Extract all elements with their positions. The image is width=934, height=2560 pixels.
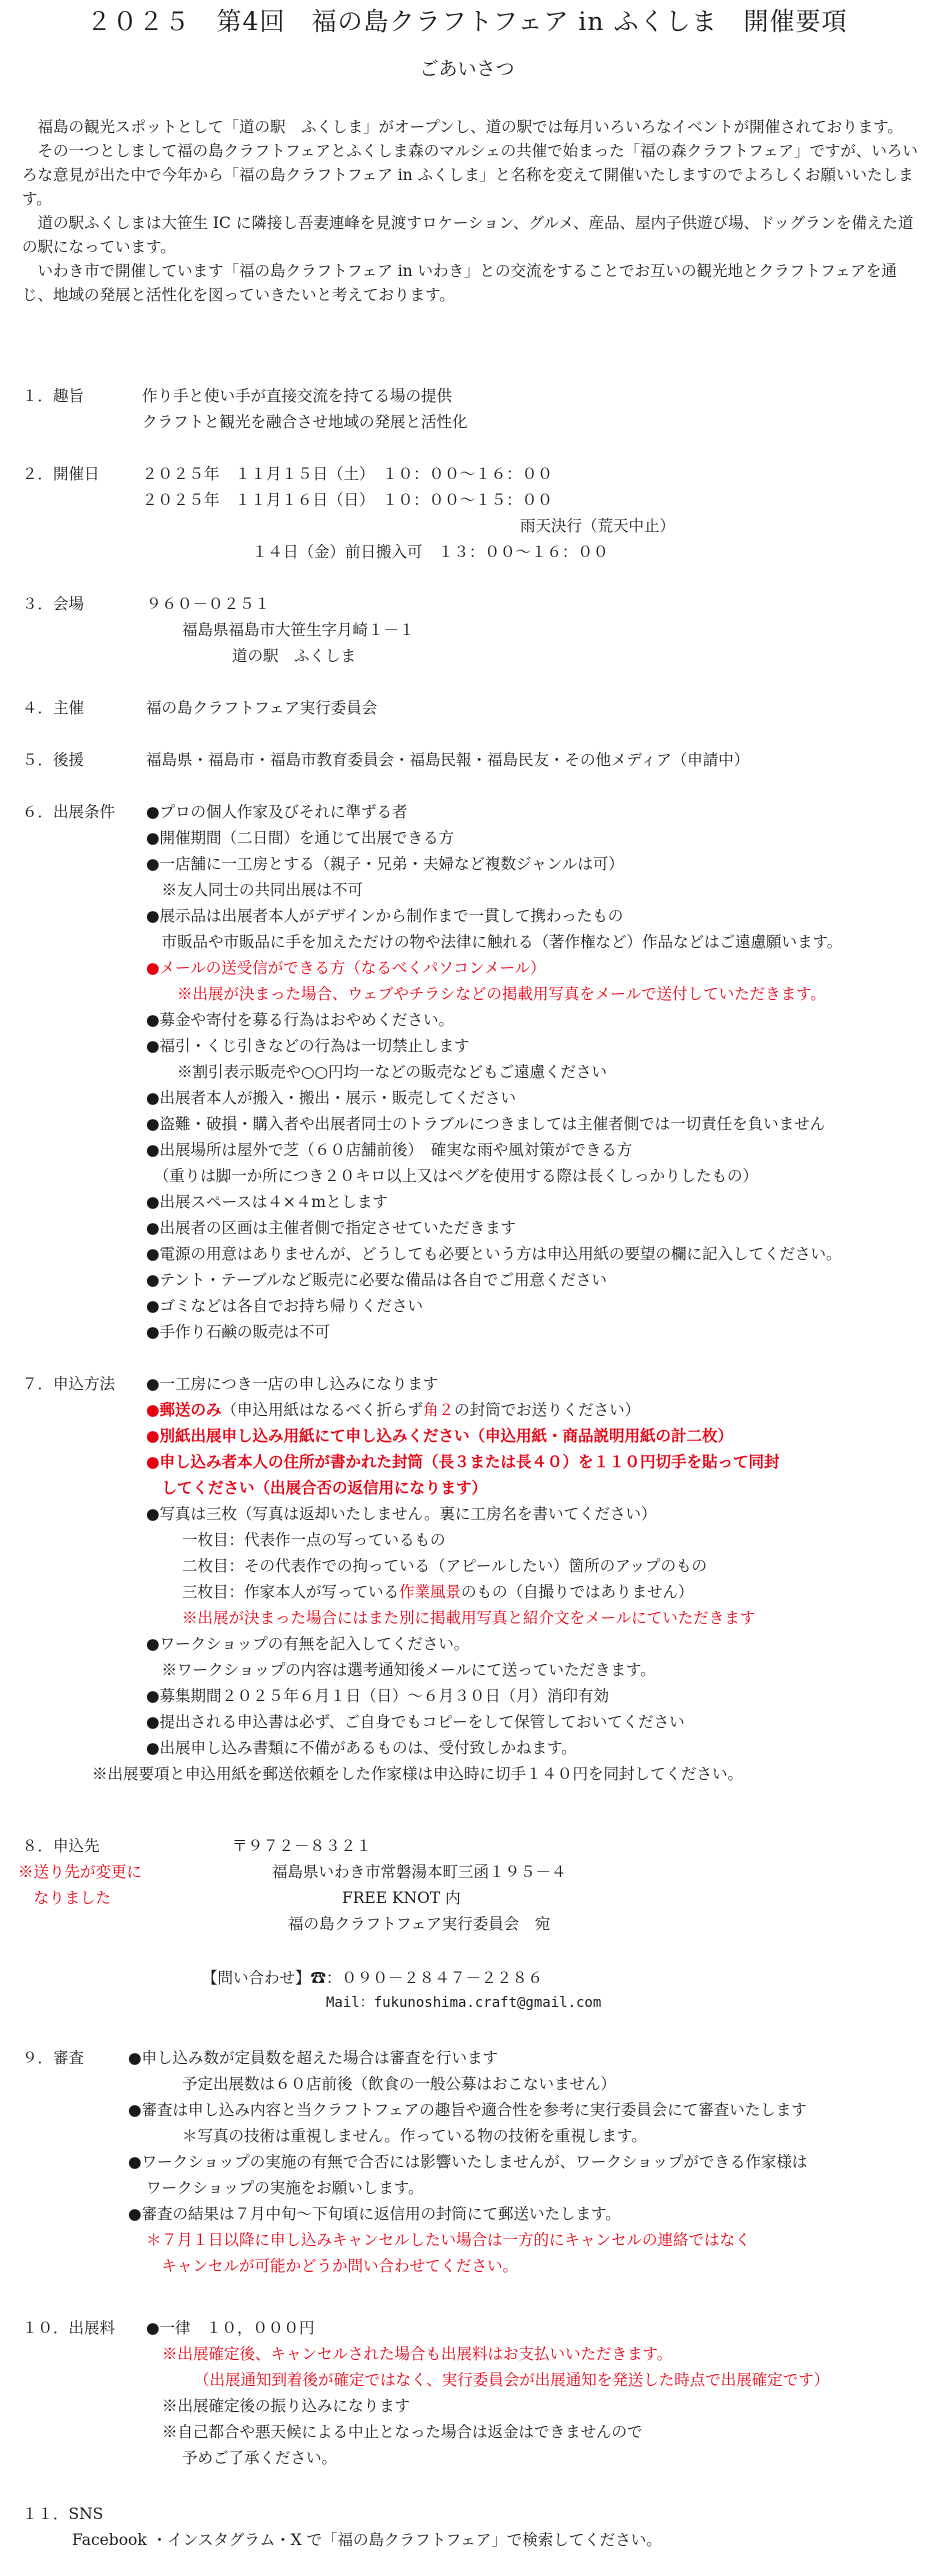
setup-date: １４日（金）前日搬入可 １３：００～１６：００ (252, 543, 609, 561)
condition-item: ●電源の用意はありませんが、どうしても必要という方は申込用紙の要望の欄に記入してください。 (146, 1245, 842, 1263)
intro-paragraph (22, 115, 922, 307)
sns-text: Facebook ・インスタグラム・X で「福の島クラフトフェア」で検索してください。 (72, 2531, 662, 2549)
apply-address: 福島県いわき市常磐湯本町三函１９５－４ (272, 1863, 567, 1881)
condition-item: ●一店舗に一工房とする（親子・兄弟・夫婦など複数ジャンルは可） (146, 855, 624, 873)
cancel-note: ＊７月１日以降に申し込みキャンセルしたい場合は一方的にキャンセルの連絡ではなく (146, 2231, 751, 2249)
condition-item: ●出展場所は屋外で芝（６０店舗前後） 確実な雨や風対策ができる方 (146, 1141, 633, 1159)
apply-item-envelope-note: してください（出展合否の返信用になります） (146, 1478, 488, 1497)
mail-note-text: （申込用紙はなるべく折らず (221, 1401, 424, 1419)
stamp-note: ※出展要項と申込用紙を郵送依頼をした作家様は申込時に切手１４０円を同封してください。 (92, 1765, 744, 1783)
apply-item: ●提出される申込書は必ず、ご自身でもコピーをして保管しておいてください (146, 1713, 685, 1731)
document-title: ２０２５ 第4回 福の島クラフトフェア in ふくしま 開催要項 (86, 7, 848, 36)
apply-item: ●出展申し込み書類に不備があるものは、受付致しかねます。 (146, 1739, 577, 1757)
review-item: ワークショップの実施をお願いします。 (146, 2179, 424, 2197)
condition-item: ●展示品は出展者本人がデザインから制作まで一貫して携わったもの (146, 907, 624, 925)
condition-item: ●福引・くじ引きなどの行為は一切禁止します (146, 1037, 470, 1055)
intro-line: いわき市で開催しています「福の島クラフトフェア in いわき」との交流をすることでお互いの観光地とクラフトフェアを通じ、地域の発展と活性化を図っていきたいと考えております。 (22, 262, 897, 304)
fee-amount: ●一律 １０，０００円 (146, 2319, 315, 2337)
intro-line: 道の駅ふくしまは大笹生 IC に隣接し吾妻連峰を見渡すロケーション、グルメ、産品、屋内子供遊び場、ドッグランを備えた道の駅になっています。 (22, 214, 914, 256)
section-11-label: １１．SNS (22, 2505, 104, 2523)
condition-item: ●開催期間（二日間）を通じて出展できる方 (146, 829, 455, 847)
condition-item: ●テント・テーブルなど販売に必要な備品は各自でご用意ください (146, 1271, 607, 1289)
section-7-label: ７．申込方法 (22, 1375, 116, 1393)
photo-1: 一枚目：代表作一点の写っているもの (182, 1531, 446, 1549)
fee-confirm-note: （出展通知到着後が確定ではなく、実行委員会が出展通知を発送した時点で出展確定です） (194, 2371, 830, 2389)
fee-note: 予めご了承ください。 (182, 2449, 338, 2467)
section-1-label: １．趣旨 (22, 387, 85, 405)
fee-cancel-note: ※出展確定後、キャンセルされた場合も出展料はお支払いいただきます。 (162, 2345, 673, 2363)
event-date-1: ２０２５年 １１月１５日（土） １０：００～１６：００ (142, 465, 553, 483)
contact-phone: 【問い合わせ】☎：０９０－２８４７－２２８６ (202, 1969, 544, 1987)
sponsors: 福島県・福島市・福島市教育委員会・福島民報・福島民友・その他メディア（申請中） (146, 751, 750, 769)
apply-item-photos: ●写真は三枚（写真は返却いたしません。裏に工房名を書いてください） (146, 1505, 657, 1523)
photo-note: ※出展が決まった場合にはまた別に掲載用写真と紹介文をメールにていただきます (182, 1609, 756, 1627)
condition-item: ※割引表示販売や○○円均一などの販売などもご遠慮ください (146, 1063, 608, 1081)
fee-note: ※出展確定後の振り込みになります (162, 2397, 411, 2415)
section-1-line: クラフトと観光を融合させ地域の発展と活性化 (142, 413, 468, 431)
apply-item-mail-only (146, 1398, 640, 1420)
condition-item: （重りは脚一か所につき２０キロ以上又はペグを使用する際は長くしっかりしたもの） (146, 1167, 758, 1185)
photo-2: 二枚目：その代表作での拘っている（アピールしたい）箇所のアップのもの (182, 1557, 707, 1575)
greeting-heading: ごあいさつ (419, 58, 515, 80)
review-item: ●ワークショップの実施の有無で合否には影響いたしませんが、ワークショップができる作家様は (128, 2153, 808, 2171)
workshop-note: ※ワークショップの内容は選考通知後メールにて送っていただきます。 (146, 1661, 656, 1679)
condition-item: ●出展者の区画は主催者側で指定させていただきます (146, 1219, 517, 1237)
intro-line: 福島の観光スポットとして「道の駅 ふくしま」がオープンし、道の駅では毎月いろいろなイベントが開催されております。 (22, 118, 903, 136)
organizer: 福の島クラフトフェア実行委員会 (146, 699, 378, 717)
condition-item: ●プロの個人作家及びそれに準ずる者 (146, 803, 408, 821)
photo-3-text: のもの（自撮りではありません） (461, 1583, 694, 1601)
condition-item-email: ●メールの送受信ができる方（なるべくパソコンメール） (146, 959, 546, 977)
address-changed-note: ※送り先が変更に (18, 1863, 143, 1881)
cancel-note: キャンセルが可能かどうか問い合わせてください。 (146, 2257, 519, 2275)
apply-item-form: ●別紙出展申し込み用紙にて申し込みください（申込用紙・商品説明用紙の計二枚） (146, 1426, 734, 1445)
section-10-label: １０．出展料 (22, 2319, 116, 2337)
mail-note-text: の封筒でお送りください） (454, 1401, 641, 1419)
section-1-line: 作り手と使い手が直接交流を持てる場の提供 (142, 387, 453, 405)
event-date-2: ２０２５年 １１月１６日（日） １０：００～１５：００ (142, 491, 553, 509)
condition-item: 市販品や市販品に手を加えただけの物や法律に触れる（著作権など）作品などはご遠慮願います。 (146, 933, 843, 951)
apply-item: ●一工房につき一店の申し込みになります (146, 1375, 439, 1393)
section-2-label: ２．開催日 (22, 465, 100, 483)
condition-item: ●募金や寄付を募る行為はおやめください。 (146, 1011, 455, 1029)
venue-address: 福島県福島市大笹生字月崎１－１ (182, 621, 415, 639)
review-item: ＊写真の技術は重視しません。作っている物の技術を重視します。 (182, 2127, 647, 2145)
work-scene-text: 作業風景 (399, 1583, 462, 1601)
apply-item-envelope: ●申し込み者本人の住所が書かれた封筒（長３または長４０）を１１０円切手を貼って同封 (146, 1452, 780, 1471)
condition-item: ●盗難・破損・購入者や出展者同士のトラブルにつきましては主催者側では一切責任を負いません (146, 1115, 826, 1133)
section-9-label: ９．審査 (22, 2049, 85, 2067)
apply-period: ●募集期間２０２５年６月１日（日）～６月３０日（月）消印有効 (146, 1687, 610, 1705)
fee-note: ※自己都合や悪天候による中止となった場合は返金はできませんので (162, 2423, 643, 2441)
condition-item: ●出展スペースは４×４mとします (146, 1193, 388, 1211)
apply-item-workshop: ●ワークショップの有無を記入してください。 (146, 1635, 470, 1653)
review-item: ●審査は申し込み内容と当クラフトフェアの趣旨や適合性を参考に実行委員会にて審査いたします (128, 2101, 807, 2119)
condition-item: ●出展者本人が搬入・搬出・展示・販売してください (146, 1089, 517, 1107)
section-4-label: ４．主催 (22, 699, 85, 717)
contact-email[interactable]: Mail：fukunoshima.craft@gmail.com (326, 1995, 602, 2011)
photo-3-text: 三枚目：作家本人が写っている (182, 1583, 400, 1601)
condition-item: ※友人同士の共同出展は不可 (146, 881, 364, 899)
apply-recipient: 福の島クラフトフェア実行委員会 宛 (288, 1915, 551, 1933)
review-item: ●申し込み数が定員数を超えた場合は審査を行います (128, 2049, 499, 2067)
condition-item-photo-note: ※出展が決まった場合、ウェブやチラシなどの掲載用写真をメールで送付していただきます。 (146, 985, 826, 1003)
review-item: ●審査の結果は７月中旬～下旬頃に返信用の封筒にて郵送いたします。 (128, 2205, 621, 2223)
intro-line: その一つとしまして福の島クラフトフェアとふくしま森のマルシェの共催で始まった「福の森クラフトフェア」ですが、いろいろな意見が出た中で今年から「福の島クラフトフェア in ふくしま」と名称を変えて開催いたしますのでよろしくお願いいたします。 (22, 142, 918, 208)
apply-company: FREE KNOT 内 (342, 1889, 461, 1907)
rain-note: 雨天決行（荒天中止） (520, 517, 676, 535)
section-6-label: ６．出展条件 (22, 803, 116, 821)
condition-item: ●ゴミなどは各自でお持ち帰りください (146, 1297, 424, 1315)
section-5-label: ５．後援 (22, 751, 85, 769)
section-3-label: ３．会場 (22, 595, 85, 613)
mail-only-text: ●郵送のみ (146, 1400, 222, 1419)
review-item: 予定出展数は６０店前後（飲食の一般公募はおこないません） (182, 2075, 617, 2093)
envelope-size-text: 角２ (423, 1401, 455, 1419)
condition-item: ●手作り石鹸の販売は不可 (146, 1323, 331, 1341)
address-changed-note: なりました (18, 1889, 112, 1907)
venue-name: 道の駅 ふくしま (232, 647, 357, 665)
apply-zip: 〒９７２－８３２１ (232, 1837, 372, 1855)
section-8-label: ８．申込先 (22, 1837, 100, 1855)
photo-3 (182, 1580, 694, 1602)
venue-zip: ９６０－０２５１ (146, 595, 271, 613)
